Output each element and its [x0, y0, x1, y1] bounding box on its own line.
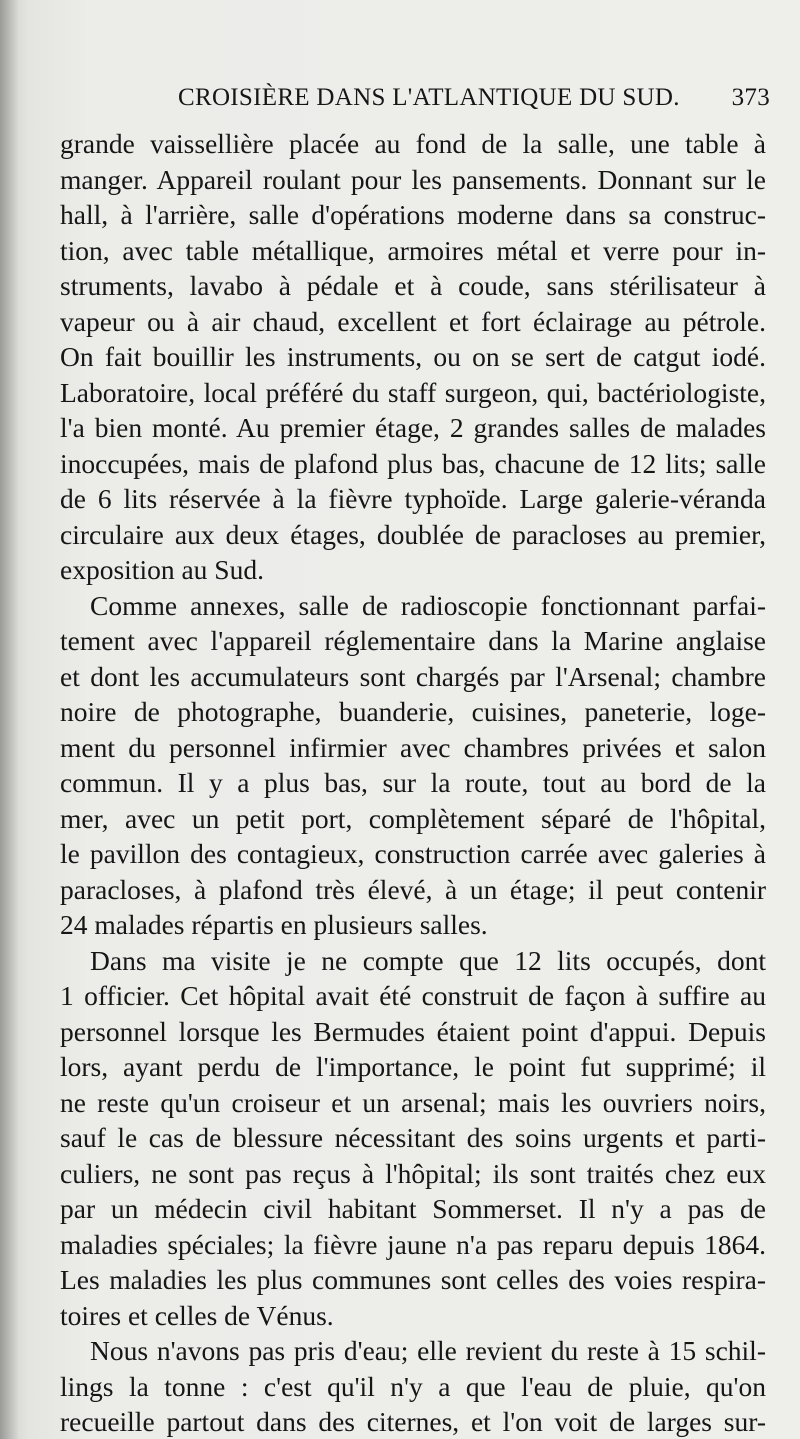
text-line: sauf le cas de blessure nécessitant des soins urgents et parti-	[60, 1122, 766, 1153]
text-line: le pavillon des contagieux, construction carrée avec galeries à	[60, 838, 766, 869]
text-line: Nous n'avons pas pris d'eau; elle revient du reste à 15 schil-	[90, 1335, 766, 1366]
text-line: Dans ma visite je ne compte que 12 lits occupés, dont	[90, 944, 766, 976]
page-number: 373	[731, 84, 770, 111]
text-line: toires et celles de Vénus.	[60, 1299, 334, 1331]
text-line: hall, à l'arrière, salle d'opérations moderne dans sa construc-	[60, 199, 766, 230]
text-line: culiers, ne sont pas reçus à l'hôpital; ils sont traités chez eux	[60, 1157, 766, 1189]
text-line: lors, ayant perdu de l'importance, le point fut supprimé; il	[60, 1051, 766, 1082]
text-line: recueille partout dans des citernes, et l'on voit de larges sur-	[60, 1406, 766, 1437]
text-line: noire de photographe, buanderie, cuisines, paneterie, loge-	[60, 696, 766, 727]
text-line: manger. Appareil roulant pour les pansements. Donnant sur le	[60, 163, 766, 195]
text-line: vapeur ou à air chaud, excellent et fort éclairage au pétrole.	[60, 305, 766, 337]
running-title: CROISIÈRE DANS L'ATLANTIQUE DU SUD.	[178, 84, 680, 111]
text-line: circulaire aux deux étages, doublée de paracloses au premier,	[60, 518, 766, 550]
text-line: par un médecin civil habitant Sommerset. Il n'y a pas de	[60, 1193, 766, 1224]
text-line: commun. Il y a plus bas, sur la route, tout au bord de la	[60, 767, 766, 798]
text-line: Les maladies les plus communes sont celles des voies respira-	[60, 1264, 766, 1295]
text-line: ment du personnel infirmier avec chambres privées et salon	[60, 731, 766, 763]
text-line: 24 malades répartis en plusieurs salles.	[60, 909, 488, 940]
text-line: ne reste qu'un croiseur et un arsenal; mais les ouvriers noirs,	[60, 1086, 766, 1118]
text-line: mer, avec un petit port, complètement séparé de l'hôpital,	[60, 802, 766, 834]
text-line: maladies spéciales; la fièvre jaune n'a pas reparu depuis 1864.	[60, 1228, 766, 1260]
text-line: et dont les accumulateurs sont chargés par l'Arsenal; chambre	[60, 660, 766, 692]
text-line: struments, lavabo à pédale et à coude, sans stérilisateur à	[60, 270, 766, 301]
text-line: inoccupées, mais de plafond plus bas, chacune de 12 lits; salle	[60, 447, 766, 479]
text-line: tement avec l'appareil réglementaire dans la Marine anglaise	[60, 625, 766, 656]
text-line: Laboratoire, local préféré du staff surgeon, qui, bactériologiste,	[60, 376, 766, 408]
text-line: On fait bouillir les instruments, ou on se sert de catgut iodé.	[60, 341, 766, 372]
text-line: l'a bien monté. Au premier étage, 2 grandes salles de malades	[60, 412, 766, 443]
text-line: exposition au Sud.	[60, 554, 264, 585]
text-line: 1 officier. Cet hôpital avait été construit de façon à suffire au	[60, 980, 766, 1011]
text-line: lings la tonne : c'est qu'il n'y a que l'eau de pluie, qu'on	[60, 1370, 766, 1402]
running-header	[150, 84, 770, 120]
text-line: paracloses, à plafond très élevé, à un étage; il peut contenir	[60, 873, 766, 905]
book-spine-shadow	[0, 0, 18, 1439]
text-line: tion, avec table métallique, armoires métal et verre pour in-	[60, 234, 766, 266]
text-line: Comme annexes, salle de radioscopie fonctionnant parfai-	[90, 589, 766, 621]
text-line: de 6 lits réservée à la fièvre typhoïde. Large galerie-véranda	[60, 483, 766, 514]
text-line: personnel lorsque les Bermudes étaient point d'appui. Depuis	[60, 1015, 766, 1047]
text-line: grande vaissellière placée au fond de la salle, une table à	[60, 128, 766, 159]
body-text	[60, 126, 766, 1439]
